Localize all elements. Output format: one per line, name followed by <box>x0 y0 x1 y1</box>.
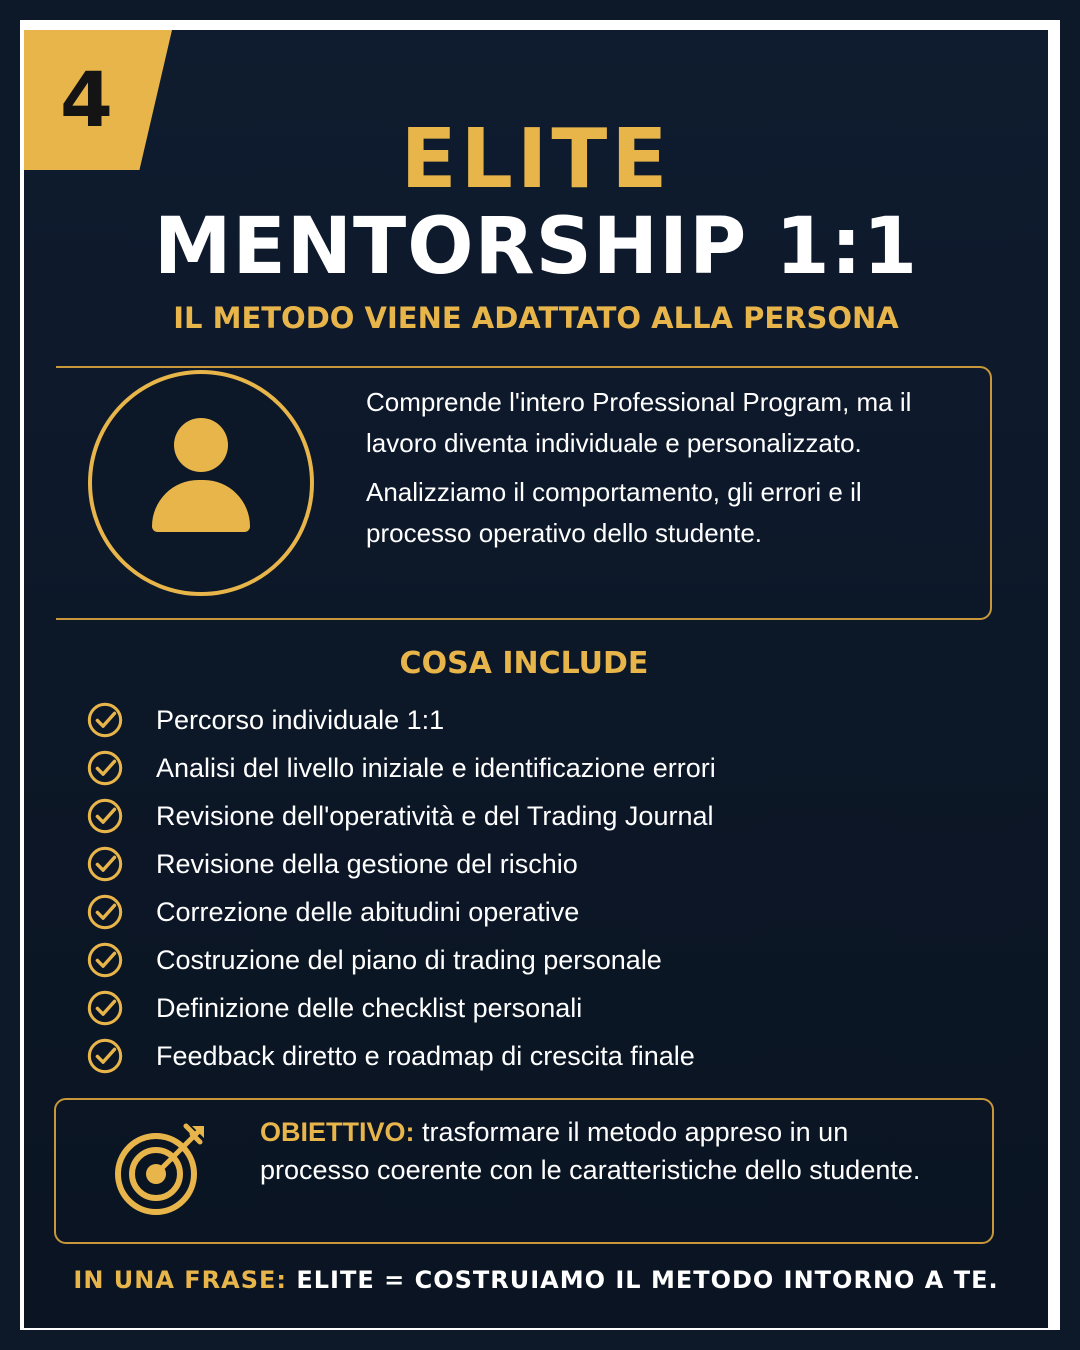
list-item-text: Analisi del livello iniziale e identificazione errori <box>156 752 716 783</box>
check-circle-icon <box>86 845 124 883</box>
list-item <box>86 936 986 984</box>
includes-list <box>86 696 986 1080</box>
step-number: 4 <box>60 55 113 144</box>
list-item <box>86 840 986 888</box>
list-item <box>86 984 986 1032</box>
check-circle-icon <box>86 1037 124 1075</box>
user-icon-head <box>174 418 228 472</box>
goal-text <box>260 1113 940 1189</box>
list-item-text: Definizione delle checklist personali <box>156 992 583 1023</box>
target-icon <box>112 1118 212 1218</box>
list-item-text: Costruzione del piano di trading personale <box>156 944 662 975</box>
check-circle-icon <box>86 701 124 739</box>
title-elite: ELITE <box>400 112 672 207</box>
list-item-text: Revisione della gestione del rischio <box>156 848 578 879</box>
intro-paragraph-1: Comprende l'intero Professional Program, ma il lavoro diventa individuale e personalizzato. <box>366 387 912 458</box>
goal-label: OBIETTIVO: <box>260 1117 415 1147</box>
subtitle: IL METODO VIENE ADATTATO ALLA PERSONA <box>173 301 899 335</box>
check-circle-icon <box>86 749 124 787</box>
list-item-text: Percorso individuale 1:1 <box>156 704 445 735</box>
list-item <box>86 1032 986 1080</box>
title-mentorship: MENTORSHIP 1:1 <box>153 202 919 292</box>
list-item <box>86 744 986 792</box>
intro-text <box>366 382 966 554</box>
footer-label: IN UNA FRASE: <box>73 1266 288 1294</box>
user-icon-body <box>152 480 250 532</box>
footer-summary <box>24 1260 1048 1300</box>
goal-description: trasformare il metodo appreso in un processo coerente con le caratteristiche dello studente. <box>260 1117 921 1185</box>
check-circle-icon <box>86 941 124 979</box>
elite-mentorship-card <box>24 30 1048 1328</box>
list-item <box>86 792 986 840</box>
check-circle-icon <box>86 797 124 835</box>
check-circle-icon <box>86 893 124 931</box>
footer-text: ELITE = COSTRUIAMO IL METODO INTORNO A TE. <box>287 1266 999 1294</box>
list-item <box>86 888 986 936</box>
list-item-text: Feedback diretto e roadmap di crescita finale <box>156 1040 695 1071</box>
intro-paragraph-2: Analizziamo il comportamento, gli errori e il processo operativo dello studente. <box>366 477 862 548</box>
user-icon <box>88 370 314 596</box>
list-item <box>86 696 986 744</box>
list-item-text: Correzione delle abitudini operative <box>156 896 580 927</box>
includes-title: COSA INCLUDE <box>399 646 649 681</box>
list-item-text: Revisione dell'operatività e del Trading Journal <box>156 800 714 831</box>
check-circle-icon <box>86 989 124 1027</box>
